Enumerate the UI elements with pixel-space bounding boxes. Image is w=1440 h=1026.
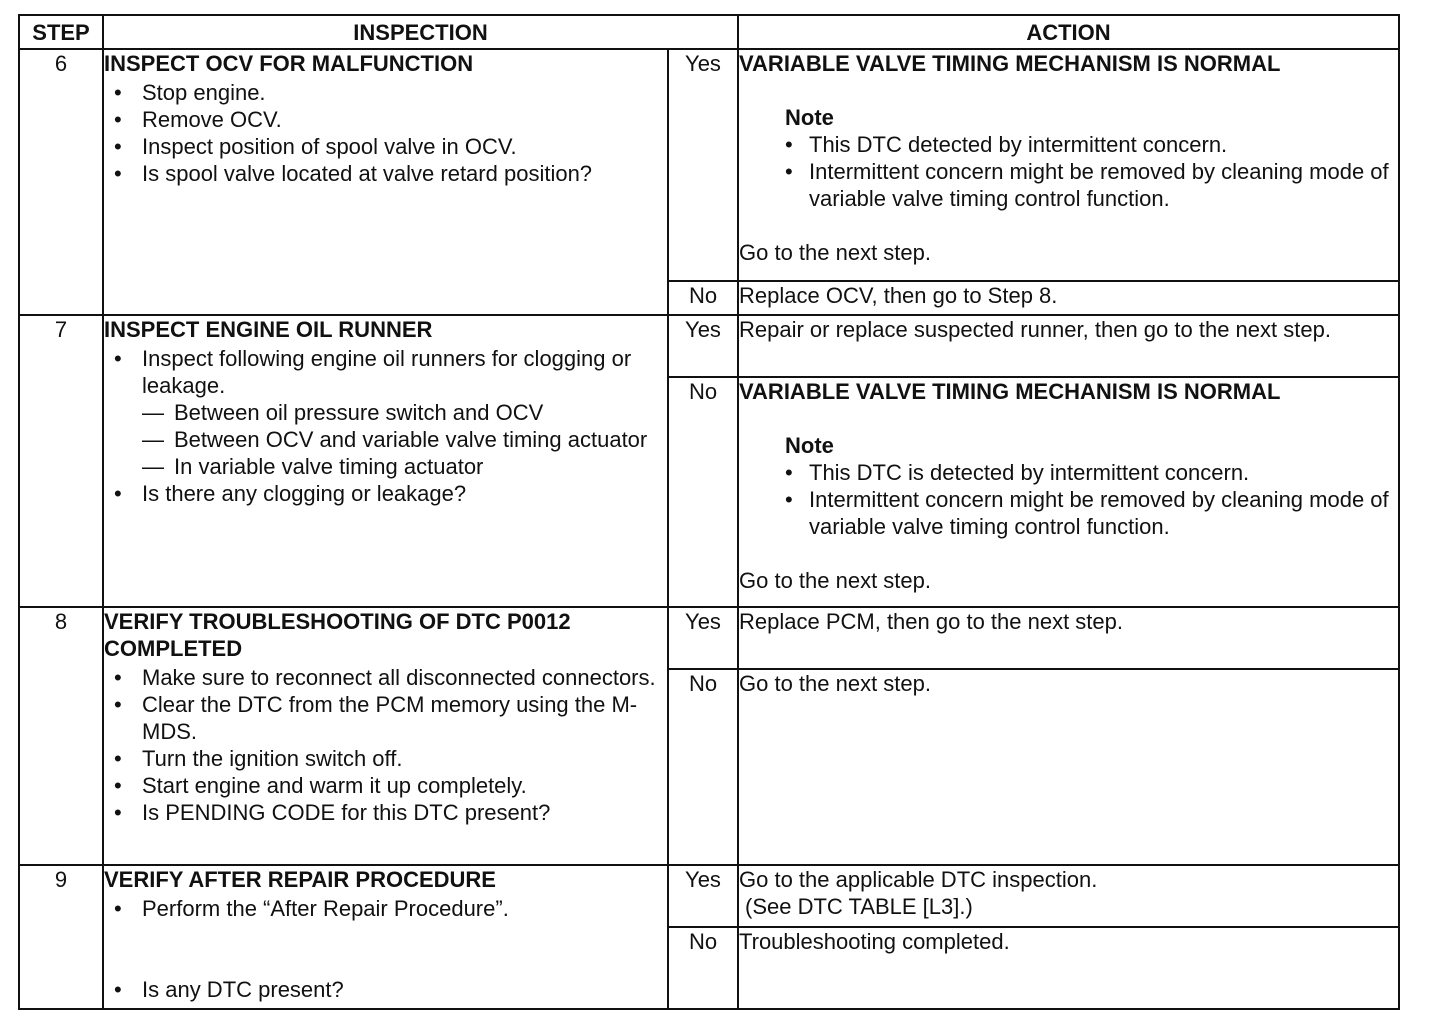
note-title: Note xyxy=(785,105,834,130)
list-item: • Is PENDING CODE for this DTC present? xyxy=(104,799,667,826)
no-action-cell: Go to the next step. xyxy=(738,669,1399,865)
table-row xyxy=(19,865,1399,927)
no-label: No xyxy=(668,281,738,315)
step-number: 8 xyxy=(19,607,103,865)
yes-action-cell xyxy=(738,49,1399,281)
yes-action-cell: Replace PCM, then go to the next step. xyxy=(738,607,1399,669)
action-heading: VARIABLE VALVE TIMING MECHANISM IS NORMAL xyxy=(739,379,1281,404)
note-block xyxy=(785,104,1398,212)
no-action-cell: Replace OCV, then go to Step 8. xyxy=(738,281,1399,315)
dash-list xyxy=(142,399,667,480)
no-label: No xyxy=(668,377,738,607)
list-item: • Start engine and warm it up completely. xyxy=(104,772,667,799)
header-action: ACTION xyxy=(738,15,1399,49)
list-item: • Intermittent concern might be removed by cleaning mode of variable valve timing control function. xyxy=(785,486,1398,540)
list-item: — Between oil pressure switch and OCV xyxy=(142,399,667,426)
action-line: Go to the applicable DTC inspection. xyxy=(739,867,1098,892)
list-item: • Clear the DTC from the PCM memory using the M-MDS. xyxy=(104,691,667,745)
no-label: No xyxy=(668,669,738,865)
troubleshooting-document xyxy=(18,14,1398,1010)
list-item: • This DTC detected by intermittent concern. xyxy=(785,131,1398,158)
inspection-cell xyxy=(103,49,668,315)
yes-label: Yes xyxy=(668,607,738,669)
inspection-title: VERIFY AFTER REPAIR PROCEDURE xyxy=(104,867,496,892)
inspection-bullets xyxy=(104,895,667,1003)
inspection-bullets xyxy=(104,345,667,507)
list-item: • Inspect position of spool valve in OCV. xyxy=(104,133,667,160)
yes-action-cell: Repair or replace suspected runner, then go to the next step. xyxy=(738,315,1399,377)
inspection-title: INSPECT ENGINE OIL RUNNER xyxy=(104,317,433,342)
dtc-troubleshooting-table xyxy=(18,14,1400,1010)
inspection-cell xyxy=(103,315,668,607)
list-item: • Is spool valve located at valve retard position? xyxy=(104,160,667,187)
action-heading: VARIABLE VALVE TIMING MECHANISM IS NORMAL xyxy=(739,51,1281,76)
step-number: 7 xyxy=(19,315,103,607)
list-item: • Stop engine. xyxy=(104,79,667,106)
inspection-title: VERIFY TROUBLESHOOTING OF DTC P0012 COMPLETED xyxy=(104,609,571,661)
inspection-cell xyxy=(103,607,668,865)
no-action-cell xyxy=(738,377,1399,607)
list-item: • Perform the “After Repair Procedure”. xyxy=(104,895,667,922)
action-line: (See DTC TABLE [L3].) xyxy=(745,894,973,919)
note-items xyxy=(785,131,1398,212)
note-items xyxy=(785,459,1398,540)
list-item xyxy=(104,345,667,480)
bullet-text: Inspect following engine oil runners for clogging or leakage. xyxy=(142,346,632,398)
yes-action-cell xyxy=(738,865,1399,927)
list-item: • Remove OCV. xyxy=(104,106,667,133)
note-block xyxy=(785,432,1398,540)
action-footer: Go to the next step. xyxy=(739,568,932,593)
inspection-cell xyxy=(103,865,668,1009)
list-item: • Intermittent concern might be removed by cleaning mode of variable valve timing control function. xyxy=(785,158,1398,212)
list-item: • This DTC is detected by intermittent concern. xyxy=(785,459,1398,486)
list-item: — Between OCV and variable valve timing actuator xyxy=(142,426,667,453)
yes-label: Yes xyxy=(668,49,738,281)
header-step: STEP xyxy=(19,15,103,49)
list-item: • Turn the ignition switch off. xyxy=(104,745,667,772)
no-label: No xyxy=(668,927,738,1009)
step-number: 6 xyxy=(19,49,103,315)
list-item: • Is any DTC present? xyxy=(104,976,667,1003)
table-row xyxy=(19,49,1399,281)
yes-label: Yes xyxy=(668,315,738,377)
no-action-cell: Troubleshooting completed. xyxy=(738,927,1399,1009)
header-inspection: INSPECTION xyxy=(103,15,738,49)
table-row xyxy=(19,315,1399,377)
list-item: • Is there any clogging or leakage? xyxy=(104,480,667,507)
yes-label: Yes xyxy=(668,865,738,927)
action-footer: Go to the next step. xyxy=(739,240,932,265)
header-row xyxy=(19,15,1399,49)
inspection-bullets xyxy=(104,79,667,187)
list-item: — In variable valve timing actuator xyxy=(142,453,667,480)
table-row xyxy=(19,607,1399,669)
list-item: • Make sure to reconnect all disconnected connectors. xyxy=(104,664,667,691)
note-title: Note xyxy=(785,433,834,458)
step-number: 9 xyxy=(19,865,103,1009)
inspection-title: INSPECT OCV FOR MALFUNCTION xyxy=(104,51,474,76)
inspection-bullets xyxy=(104,664,667,826)
